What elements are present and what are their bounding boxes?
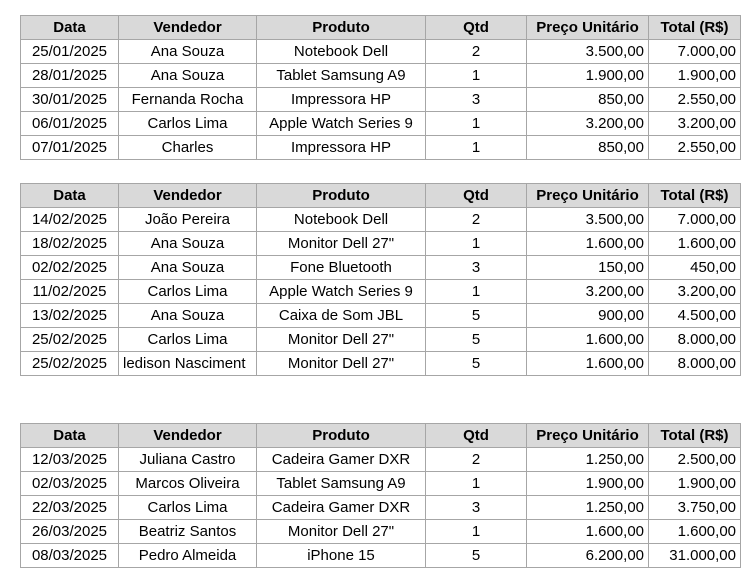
table-row [21,112,741,136]
table-row [21,472,741,496]
cell-total[interactable]: 31.000,00 [649,544,741,568]
cell-unit-price[interactable]: 1.900,00 [527,472,649,496]
sales-table-january [20,15,741,160]
header-row [21,184,741,208]
cell-product[interactable]: Tablet Samsung A9 [257,472,426,496]
cell-date[interactable]: 02/02/2025 [21,256,119,280]
cell-date[interactable]: 22/03/2025 [21,496,119,520]
table-row [21,352,741,376]
cell-seller[interactable]: Pedro Almeida [119,544,257,568]
cell-unit-price[interactable]: 850,00 [527,88,649,112]
cell-product[interactable]: Monitor Dell 27" [257,352,426,376]
cell-seller[interactable]: Ana Souza [119,232,257,256]
cell-product[interactable]: Apple Watch Series 9 [257,112,426,136]
table-row [21,40,741,64]
cell-product[interactable]: iPhone 15 [257,544,426,568]
cell-product[interactable]: Monitor Dell 27" [257,328,426,352]
cell-unit-price[interactable]: 3.200,00 [527,280,649,304]
cell-unit-price[interactable]: 6.200,00 [527,544,649,568]
cell-seller[interactable]: Ana Souza [119,64,257,88]
cell-unit-price[interactable]: 3.500,00 [527,208,649,232]
cell-date[interactable]: 06/01/2025 [21,112,119,136]
cell-product[interactable]: Tablet Samsung A9 [257,64,426,88]
cell-total[interactable]: 2.550,00 [649,136,741,160]
cell-seller[interactable]: Carlos Lima [119,112,257,136]
cell-date[interactable]: 30/01/2025 [21,88,119,112]
cell-product[interactable]: Notebook Dell [257,40,426,64]
cell-total[interactable]: 7.000,00 [649,40,741,64]
cell-date[interactable]: 11/02/2025 [21,280,119,304]
table-row [21,496,741,520]
cell-seller[interactable]: Ana Souza [119,40,257,64]
table-row [21,448,741,472]
cell-product[interactable]: Monitor Dell 27" [257,232,426,256]
column-header-unit-price[interactable]: Preço Unitário [527,424,649,448]
table-row [21,544,741,568]
cell-total[interactable]: 450,00 [649,256,741,280]
cell-date[interactable]: 26/03/2025 [21,520,119,544]
cell-date[interactable]: 07/01/2025 [21,136,119,160]
column-header-total[interactable]: Total (R$) [649,184,741,208]
cell-seller[interactable]: Charles [119,136,257,160]
cell-unit-price[interactable]: 3.200,00 [527,112,649,136]
cell-product[interactable]: Monitor Dell 27" [257,520,426,544]
table-row [21,328,741,352]
sales-table-february [20,183,741,376]
column-header-qty[interactable]: Qtd [426,184,527,208]
cell-seller[interactable]: Ana Souza [119,304,257,328]
cell-qty[interactable]: 1 [426,520,527,544]
cell-qty[interactable]: 1 [426,280,527,304]
cell-seller[interactable]: ledison Nasciment [119,352,257,376]
cell-seller[interactable]: Carlos Lima [119,496,257,520]
cell-qty[interactable]: 3 [426,88,527,112]
header-row [21,16,741,40]
table-row [21,280,741,304]
cell-product[interactable]: Apple Watch Series 9 [257,280,426,304]
cell-seller[interactable]: Fernanda Rocha [119,88,257,112]
cell-total[interactable]: 1.900,00 [649,472,741,496]
table-row [21,256,741,280]
cell-date[interactable]: 08/03/2025 [21,544,119,568]
column-header-seller[interactable]: Vendedor [119,16,257,40]
column-header-total[interactable]: Total (R$) [649,424,741,448]
cell-product[interactable]: Caixa de Som JBL [257,304,426,328]
cell-date[interactable]: 12/03/2025 [21,448,119,472]
column-header-product[interactable]: Produto [257,424,426,448]
cell-unit-price[interactable]: 900,00 [527,304,649,328]
header-row [21,424,741,448]
cell-product[interactable]: Impressora HP [257,136,426,160]
cell-unit-price[interactable]: 1.250,00 [527,448,649,472]
cell-unit-price[interactable]: 1.600,00 [527,352,649,376]
cell-qty[interactable]: 1 [426,472,527,496]
column-header-date[interactable]: Data [21,424,119,448]
cell-qty[interactable]: 2 [426,208,527,232]
column-header-unit-price[interactable]: Preço Unitário [527,16,649,40]
cell-total[interactable]: 1.600,00 [649,520,741,544]
cell-unit-price[interactable]: 1.250,00 [527,496,649,520]
table-row [21,88,741,112]
cell-total[interactable]: 3.200,00 [649,112,741,136]
column-header-qty[interactable]: Qtd [426,16,527,40]
cell-qty[interactable]: 5 [426,328,527,352]
column-header-seller[interactable]: Vendedor [119,184,257,208]
cell-total[interactable]: 1.900,00 [649,64,741,88]
cell-qty[interactable]: 1 [426,232,527,256]
cell-unit-price[interactable]: 1.600,00 [527,232,649,256]
cell-qty[interactable]: 3 [426,256,527,280]
cell-seller[interactable]: Juliana Castro [119,448,257,472]
table-row [21,208,741,232]
sales-table-march [20,423,741,568]
cell-product[interactable]: Notebook Dell [257,208,426,232]
column-header-seller[interactable]: Vendedor [119,424,257,448]
cell-unit-price[interactable]: 1.600,00 [527,520,649,544]
column-header-date[interactable]: Data [21,184,119,208]
table-row [21,232,741,256]
cell-seller[interactable]: Carlos Lima [119,280,257,304]
cell-unit-price[interactable]: 1.600,00 [527,328,649,352]
cell-date[interactable]: 18/02/2025 [21,232,119,256]
cell-qty[interactable]: 1 [426,64,527,88]
cell-qty[interactable]: 1 [426,136,527,160]
table-row [21,136,741,160]
cell-qty[interactable]: 3 [426,496,527,520]
cell-total[interactable]: 2.500,00 [649,448,741,472]
cell-total[interactable]: 2.550,00 [649,88,741,112]
cell-total[interactable]: 4.500,00 [649,304,741,328]
cell-total[interactable]: 8.000,00 [649,352,741,376]
cell-product[interactable]: Cadeira Gamer DXR [257,448,426,472]
cell-unit-price[interactable]: 850,00 [527,136,649,160]
cell-date[interactable]: 25/02/2025 [21,352,119,376]
cell-seller[interactable]: Carlos Lima [119,328,257,352]
column-header-unit-price[interactable]: Preço Unitário [527,184,649,208]
cell-qty[interactable]: 5 [426,544,527,568]
column-header-product[interactable]: Produto [257,184,426,208]
column-header-qty[interactable]: Qtd [426,424,527,448]
cell-qty[interactable]: 5 [426,352,527,376]
cell-product[interactable]: Impressora HP [257,88,426,112]
column-header-product[interactable]: Produto [257,16,426,40]
column-header-date[interactable]: Data [21,16,119,40]
cell-total[interactable]: 7.000,00 [649,208,741,232]
table-row [21,520,741,544]
cell-date[interactable]: 02/03/2025 [21,472,119,496]
cell-total[interactable]: 3.200,00 [649,280,741,304]
column-header-total[interactable]: Total (R$) [649,16,741,40]
table-row [21,64,741,88]
table-row [21,304,741,328]
cell-seller[interactable]: Ana Souza [119,256,257,280]
cell-qty[interactable]: 2 [426,448,527,472]
cell-qty[interactable]: 5 [426,304,527,328]
cell-seller[interactable]: Marcos Oliveira [119,472,257,496]
cell-total[interactable]: 8.000,00 [649,328,741,352]
cell-qty[interactable]: 2 [426,40,527,64]
cell-qty[interactable]: 1 [426,112,527,136]
cell-total[interactable]: 1.600,00 [649,232,741,256]
cell-date[interactable]: 25/02/2025 [21,328,119,352]
cell-date[interactable]: 25/01/2025 [21,40,119,64]
cell-unit-price[interactable]: 1.900,00 [527,64,649,88]
cell-product[interactable]: Fone Bluetooth [257,256,426,280]
cell-seller[interactable]: João Pereira [119,208,257,232]
cell-date[interactable]: 13/02/2025 [21,304,119,328]
cell-date[interactable]: 14/02/2025 [21,208,119,232]
cell-product[interactable]: Cadeira Gamer DXR [257,496,426,520]
cell-seller[interactable]: Beatriz Santos [119,520,257,544]
cell-unit-price[interactable]: 150,00 [527,256,649,280]
cell-date[interactable]: 28/01/2025 [21,64,119,88]
cell-unit-price[interactable]: 3.500,00 [527,40,649,64]
cell-total[interactable]: 3.750,00 [649,496,741,520]
